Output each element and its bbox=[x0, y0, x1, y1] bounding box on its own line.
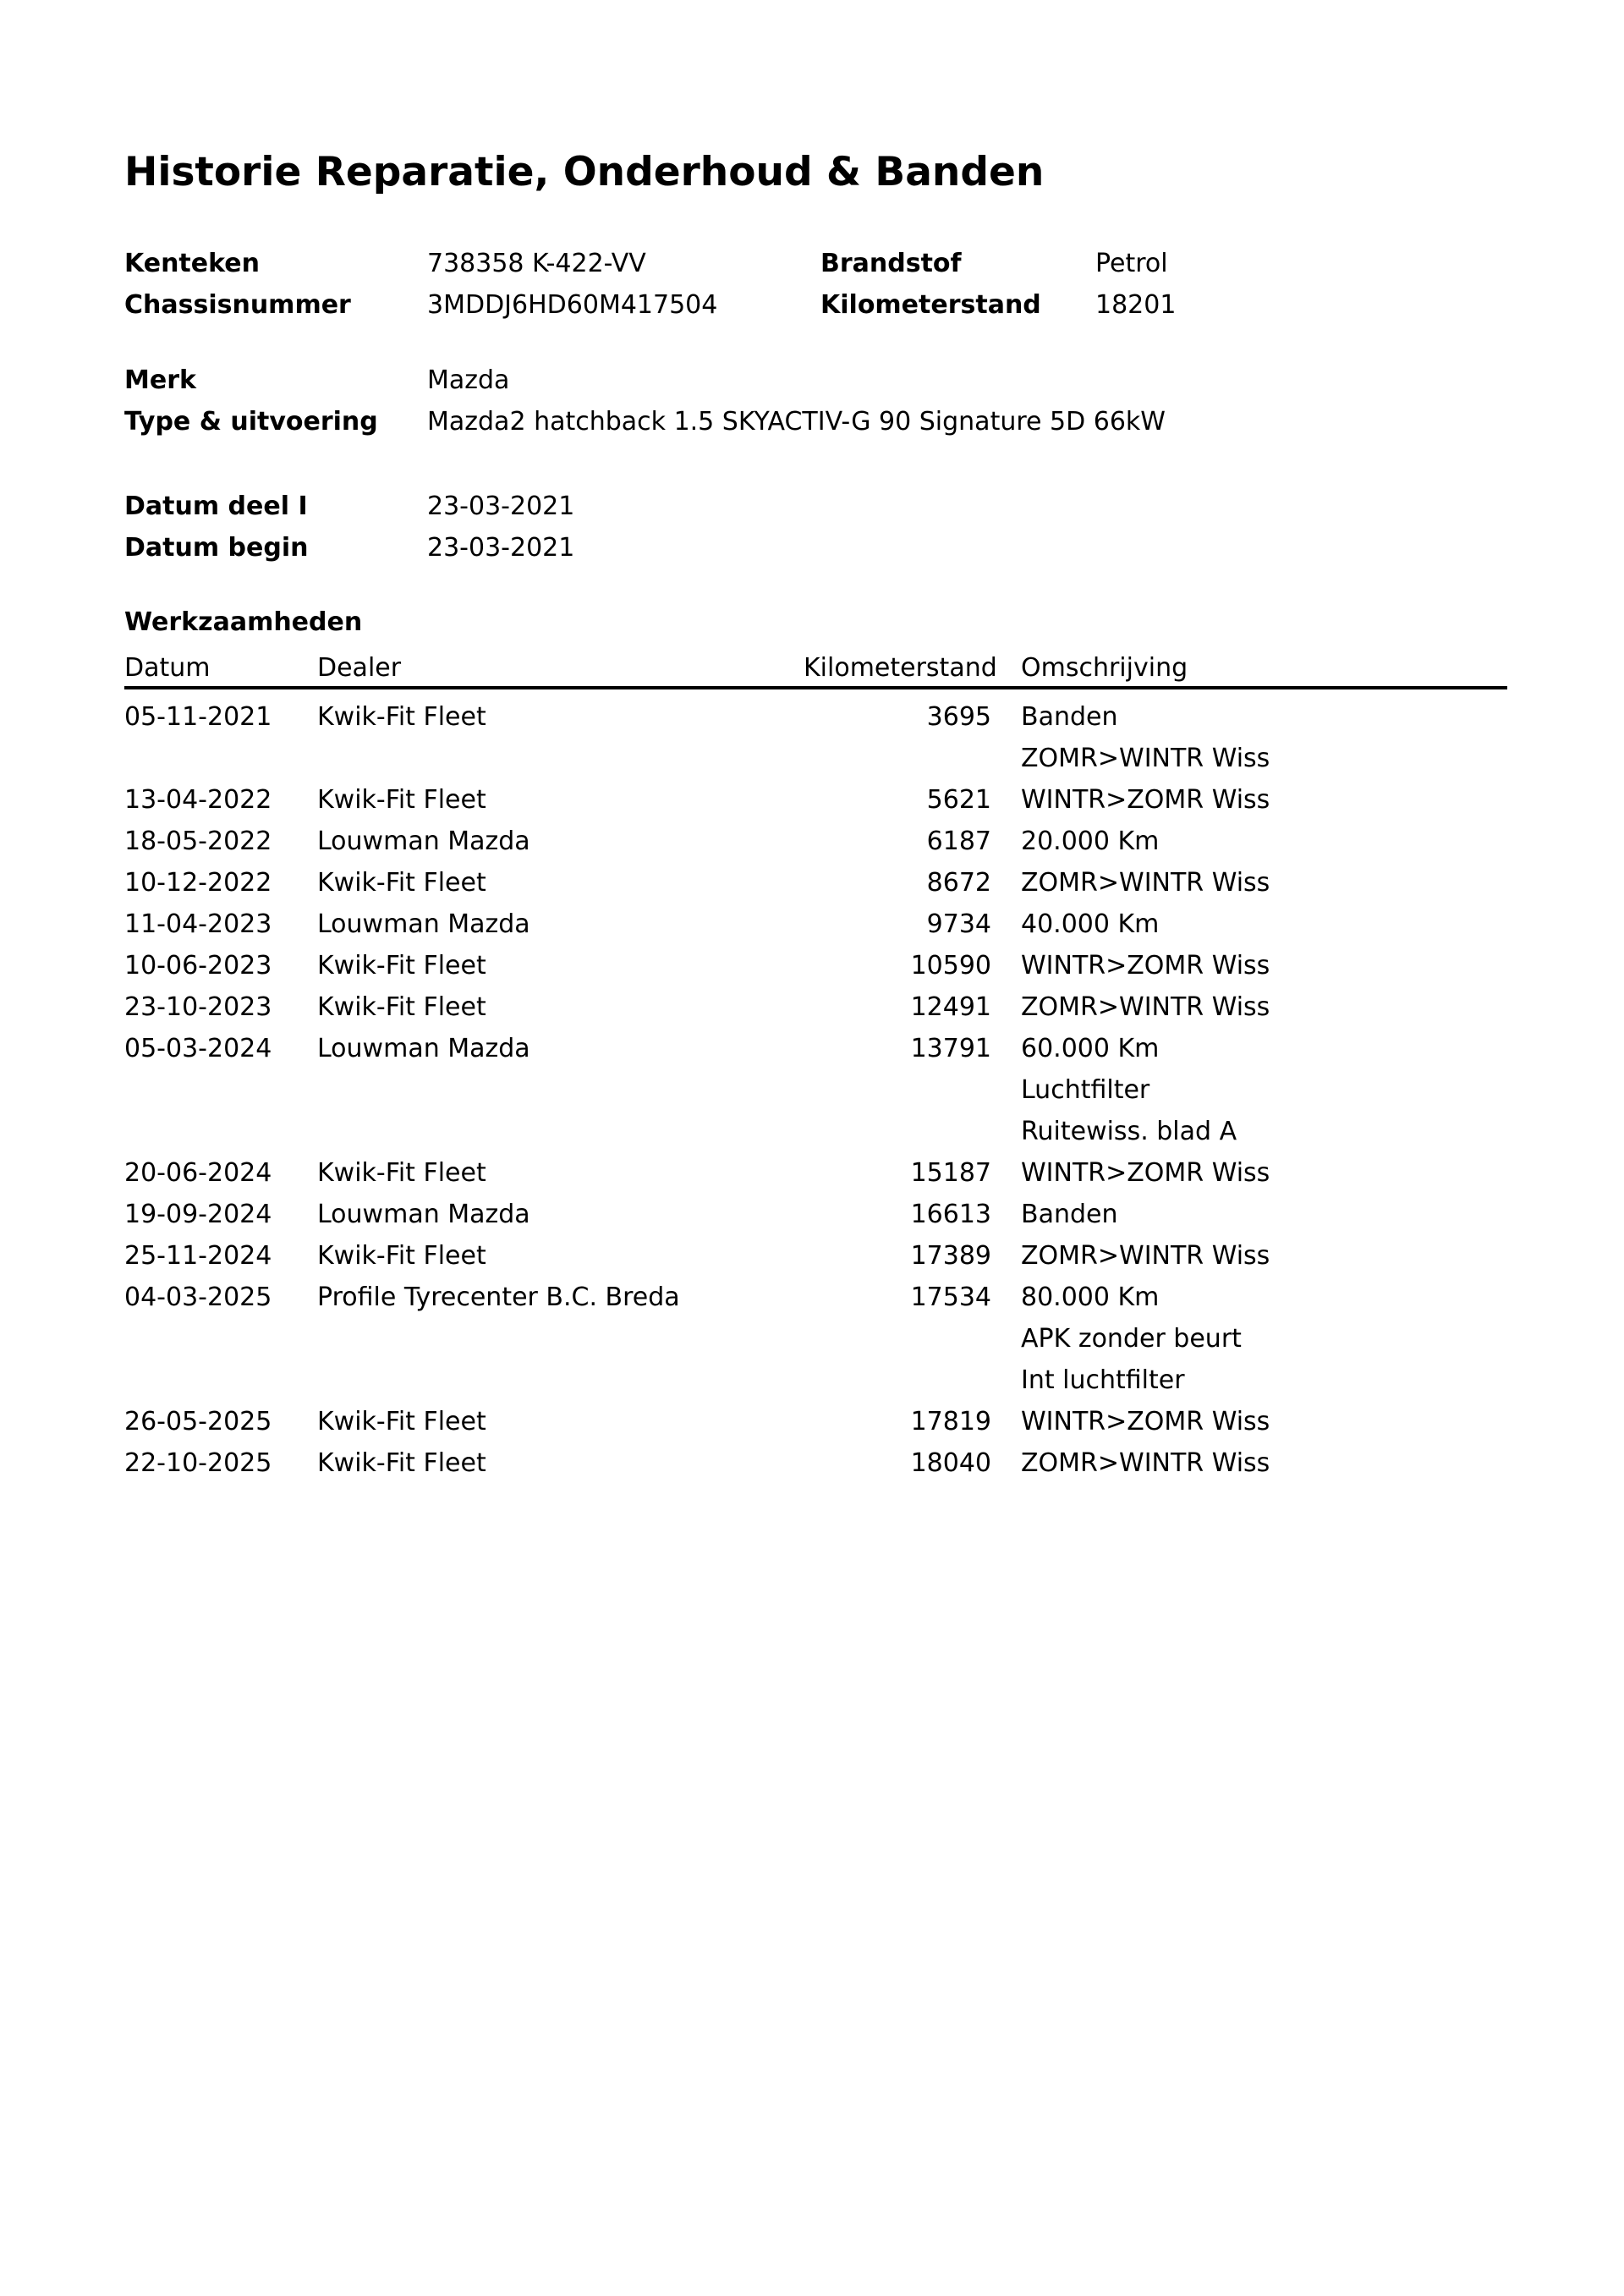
row-datum: 25-11-2024 bbox=[124, 1241, 272, 1271]
vehicle-id-block bbox=[124, 243, 1507, 326]
row-datum bbox=[124, 1359, 317, 1401]
row-dealer: Louwman Mazda bbox=[317, 1200, 530, 1229]
row-omschrijving-line: ZOMR>WINTR Wiss bbox=[1021, 868, 1270, 898]
row-kilometerstand: 8672 bbox=[926, 868, 991, 898]
row-datum: 05-11-2021 bbox=[124, 702, 272, 732]
merk-value: Mazda bbox=[427, 365, 510, 395]
row-dealer bbox=[317, 1111, 804, 1152]
vehicle-make-block bbox=[124, 360, 1507, 442]
row-dealer: Profile Tyrecenter B.C. Breda bbox=[317, 1283, 680, 1312]
kenteken-value: 738358 K-422-VV bbox=[427, 249, 646, 278]
merk-label: Merk bbox=[124, 365, 196, 395]
chassisnummer-value: 3MDDJ6HD60M417504 bbox=[427, 290, 718, 320]
row-datum: 19-09-2024 bbox=[124, 1200, 272, 1229]
kenteken-label: Kenteken bbox=[124, 249, 260, 278]
chassisnummer-label: Chassisnummer bbox=[124, 290, 351, 320]
row-kilometerstand bbox=[804, 1111, 991, 1152]
row-omschrijving-line: ZOMR>WINTR Wiss bbox=[1021, 744, 1270, 773]
row-omschrijving-line: WINTR>ZOMR Wiss bbox=[1021, 1158, 1270, 1188]
row-omschrijving-line: Banden bbox=[1021, 702, 1118, 732]
row-omschrijving-line: ZOMR>WINTR Wiss bbox=[1021, 992, 1270, 1022]
row-kilometerstand bbox=[804, 1318, 991, 1359]
row-dealer: Kwik-Fit Fleet bbox=[317, 951, 486, 980]
datum-deel-i-label: Datum deel I bbox=[124, 492, 308, 521]
row-dealer: Kwik-Fit Fleet bbox=[317, 868, 486, 898]
page-title: Historie Reparatie, Onderhoud & Banden bbox=[124, 149, 1045, 195]
row-kilometerstand bbox=[804, 738, 991, 779]
datum-deel-i-value: 23-03-2021 bbox=[427, 492, 575, 521]
row-datum: 13-04-2022 bbox=[124, 785, 272, 815]
row-kilometerstand: 15187 bbox=[910, 1158, 991, 1188]
row-kilometerstand: 17819 bbox=[910, 1407, 991, 1436]
row-kilometerstand bbox=[804, 1359, 991, 1401]
row-datum: 22-10-2025 bbox=[124, 1448, 272, 1478]
row-kilometerstand: 18040 bbox=[910, 1448, 991, 1478]
row-omschrijving-line: 60.000 Km bbox=[1021, 1034, 1160, 1063]
row-datum bbox=[124, 1318, 317, 1359]
row-kilometerstand bbox=[804, 1069, 991, 1111]
row-datum: 10-06-2023 bbox=[124, 951, 272, 980]
row-dealer: Kwik-Fit Fleet bbox=[317, 992, 486, 1022]
table-header-rule bbox=[124, 686, 1507, 689]
brandstof-label: Brandstof bbox=[820, 249, 962, 278]
row-dealer: Louwman Mazda bbox=[317, 1034, 530, 1063]
row-datum: 10-12-2022 bbox=[124, 868, 272, 898]
row-dealer: Kwik-Fit Fleet bbox=[317, 785, 486, 815]
column-header-kilometerstand: Kilometerstand bbox=[804, 653, 997, 683]
type-uitvoering-label: Type & uitvoering bbox=[124, 407, 378, 437]
brandstof-value: Petrol bbox=[1095, 249, 1168, 278]
row-dealer: Louwman Mazda bbox=[317, 909, 530, 939]
row-kilometerstand: 5621 bbox=[926, 785, 991, 815]
column-header-dealer: Dealer bbox=[317, 653, 402, 683]
kilometerstand-value: 18201 bbox=[1095, 290, 1177, 320]
row-omschrijving-line: ZOMR>WINTR Wiss bbox=[1021, 1241, 1270, 1271]
row-omschrijving-line: Luchtfilter bbox=[1021, 1075, 1150, 1105]
row-datum bbox=[124, 738, 317, 779]
kilometerstand-label: Kilometerstand bbox=[820, 290, 1041, 320]
row-kilometerstand: 13791 bbox=[910, 1034, 991, 1063]
row-datum: 23-10-2023 bbox=[124, 992, 272, 1022]
row-kilometerstand: 9734 bbox=[926, 909, 991, 939]
row-dealer bbox=[317, 1359, 804, 1401]
row-omschrijving-line: WINTR>ZOMR Wiss bbox=[1021, 785, 1270, 815]
row-datum: 05-03-2024 bbox=[124, 1034, 272, 1063]
row-kilometerstand: 12491 bbox=[910, 992, 991, 1022]
row-datum: 04-03-2025 bbox=[124, 1283, 272, 1312]
row-kilometerstand: 17534 bbox=[910, 1283, 991, 1312]
werkzaamheden-heading: Werkzaamheden bbox=[124, 607, 363, 637]
row-dealer: Kwik-Fit Fleet bbox=[317, 702, 486, 732]
row-omschrijving-line: 20.000 Km bbox=[1021, 827, 1160, 856]
row-dealer: Kwik-Fit Fleet bbox=[317, 1448, 486, 1478]
row-dealer bbox=[317, 1318, 804, 1359]
page-content bbox=[124, 0, 1507, 1484]
row-datum: 11-04-2023 bbox=[124, 909, 272, 939]
row-omschrijving-line: Ruitewiss. blad A bbox=[1021, 1117, 1237, 1146]
row-dealer bbox=[317, 1069, 804, 1111]
row-kilometerstand: 10590 bbox=[910, 951, 991, 980]
row-dealer bbox=[317, 738, 804, 779]
column-header-datum: Datum bbox=[124, 653, 211, 683]
dates-block bbox=[124, 486, 1507, 569]
row-omschrijving-line: Int luchtfilter bbox=[1021, 1365, 1185, 1395]
type-uitvoering-value: Mazda2 hatchback 1.5 SKYACTIV-G 90 Signature 5D 66kW bbox=[427, 407, 1166, 437]
row-dealer: Kwik-Fit Fleet bbox=[317, 1241, 486, 1271]
row-kilometerstand: 17389 bbox=[910, 1241, 991, 1271]
row-datum bbox=[124, 1111, 317, 1152]
row-kilometerstand: 3695 bbox=[926, 702, 991, 732]
row-omschrijving-line: APK zonder beurt bbox=[1021, 1324, 1242, 1354]
table-header bbox=[124, 655, 1507, 681]
row-omschrijving-line: WINTR>ZOMR Wiss bbox=[1021, 951, 1270, 980]
row-datum: 20-06-2024 bbox=[124, 1158, 272, 1188]
row-datum: 18-05-2022 bbox=[124, 827, 272, 856]
row-datum bbox=[124, 1069, 317, 1111]
row-dealer: Kwik-Fit Fleet bbox=[317, 1158, 486, 1188]
column-header-omschrijving: Omschrijving bbox=[1021, 653, 1188, 683]
row-omschrijving-line: WINTR>ZOMR Wiss bbox=[1021, 1407, 1270, 1436]
datum-begin-label: Datum begin bbox=[124, 533, 309, 563]
row-kilometerstand: 16613 bbox=[910, 1200, 991, 1229]
row-datum: 26-05-2025 bbox=[124, 1407, 272, 1436]
datum-begin-value: 23-03-2021 bbox=[427, 533, 575, 563]
row-omschrijving-line: ZOMR>WINTR Wiss bbox=[1021, 1448, 1270, 1478]
row-dealer: Kwik-Fit Fleet bbox=[317, 1407, 486, 1436]
table-body bbox=[124, 696, 1507, 1484]
row-omschrijving-line: Banden bbox=[1021, 1200, 1118, 1229]
row-omschrijving-line: 80.000 Km bbox=[1021, 1283, 1160, 1312]
row-dealer: Louwman Mazda bbox=[317, 827, 530, 856]
row-kilometerstand: 6187 bbox=[926, 827, 991, 856]
row-omschrijving-line: 40.000 Km bbox=[1021, 909, 1160, 939]
